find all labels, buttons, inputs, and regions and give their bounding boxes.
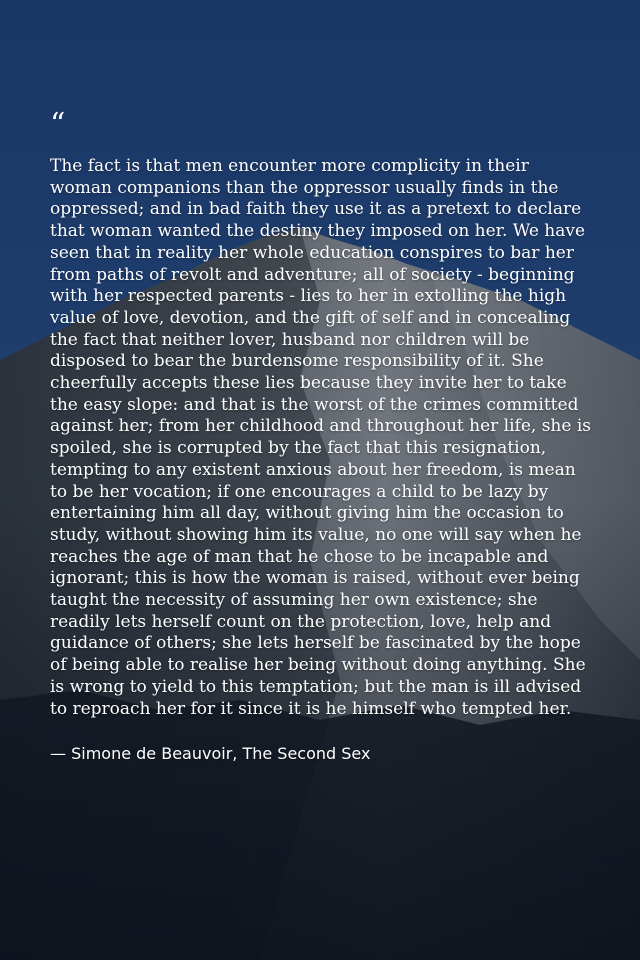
quote-attribution: — Simone de Beauvoir, The Second Sex <box>50 744 371 764</box>
quote-text: The fact is that men encounter more complicity in their woman companions than the oppressor usually finds in the oppressed; and in bad faith they use it as a pretext to declare that woman wanted the destiny they imposed on her. We have seen that in reality her whole education conspires to bar her from paths of revolt and adventure; all of society - beginning with her respected parents - lies to her in extolling the high value of love, devotion, and the gift of self and in concealing the fact that neither lover, husband nor children will be disposed to bear the burdensome responsibility of it. She cheerfully accepts these lies because they invite her to take the easy slope: and that is the worst of the crimes committed against her; from her childhood and throughout her life, she is spoiled, she is corrupted by the fact that this resignation, tempting to any existent anxious about her freedom, is mean to be her vocation; if one encourages a child to be lazy by entertaining him all day, without giving him the occasion to study, without showing him its value, no one will say when he reaches the age of man that he chose to be incapable and ignorant; this is how the woman is raised, without ever being taught the necessity of assuming her own existence; she readily lets herself count on the protection, love, help and guidance of others; she lets herself be fascinated by the hope of being able to realise her being without doing anything. She is wrong to yield to this temptation; but the man is ill advised to reproach her for it since it is he himself who tempted her. <box>50 156 591 719</box>
quote-card <box>50 107 595 764</box>
opening-quote-mark: “ <box>50 107 66 142</box>
